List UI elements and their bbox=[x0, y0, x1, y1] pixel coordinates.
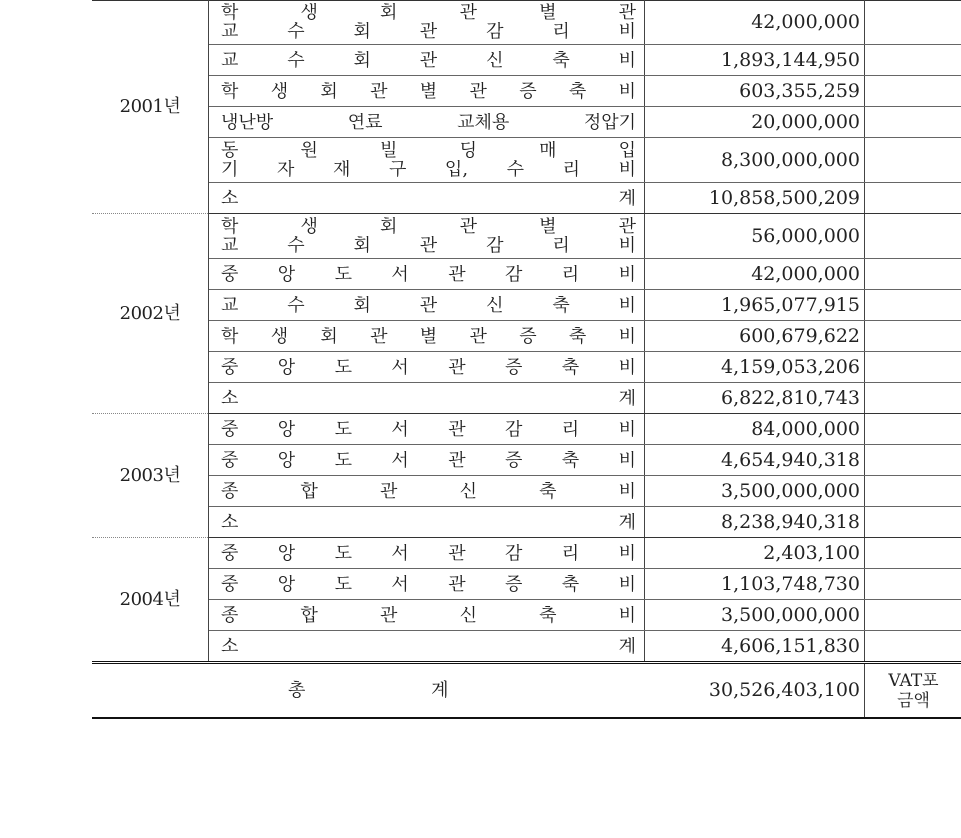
note-cell bbox=[865, 321, 961, 352]
total-note bbox=[865, 663, 961, 719]
note-cell bbox=[865, 183, 961, 214]
amount-cell: 10,858,500,209 bbox=[645, 183, 865, 214]
amount-cell: 1,893,144,950 bbox=[645, 45, 865, 76]
item-label: 중 앙 도 서 관 감 리 비 bbox=[221, 419, 636, 439]
item-label: 중 앙 도 서 관 증 축 비 bbox=[221, 357, 636, 377]
amount-cell: 600,679,622 bbox=[645, 321, 865, 352]
item-cell bbox=[209, 321, 645, 352]
item-label: 중 앙 도 서 관 감 리 비 bbox=[221, 543, 636, 563]
item-label: 교 수 회 관 신 축 비 bbox=[221, 295, 636, 315]
table-row bbox=[92, 507, 961, 538]
amount-cell: 4,159,053,206 bbox=[645, 352, 865, 383]
note-cell bbox=[865, 507, 961, 538]
year-cell: 2004년 bbox=[92, 538, 209, 663]
year-cell: 2002년 bbox=[92, 214, 209, 414]
note-cell bbox=[865, 0, 961, 45]
table-row bbox=[92, 321, 961, 352]
item-label: 학 생 회 관 별 관 bbox=[221, 217, 636, 236]
amount-cell: 4,654,940,318 bbox=[645, 445, 865, 476]
table-row bbox=[92, 45, 961, 76]
item-label: 소 계 bbox=[221, 388, 636, 408]
note-cell bbox=[865, 538, 961, 569]
item-cell bbox=[209, 107, 645, 138]
table-row bbox=[92, 538, 961, 569]
total-row bbox=[92, 663, 961, 719]
amount-cell: 8,300,000,000 bbox=[645, 138, 865, 183]
item-label: 학 생 회 관 별 관 증 축 비 bbox=[221, 81, 636, 101]
table-row bbox=[92, 0, 961, 45]
year-cell: 2003년 bbox=[92, 414, 209, 538]
note-cell bbox=[865, 107, 961, 138]
item-label: 교 수 회 관 신 축 비 bbox=[221, 50, 636, 70]
cost-table-body bbox=[92, 0, 961, 718]
item-cell bbox=[209, 0, 645, 45]
item-label: 소 계 bbox=[221, 188, 636, 208]
table-row bbox=[92, 352, 961, 383]
total-amount: 30,526,403,100 bbox=[645, 663, 865, 719]
note-cell bbox=[865, 383, 961, 414]
note-cell bbox=[865, 631, 961, 663]
item-label: 종 합 관 신 축 비 bbox=[221, 481, 636, 501]
item-label: 소 계 bbox=[221, 636, 636, 656]
item-label: 학 생 회 관 별 관 증 축 비 bbox=[221, 326, 636, 346]
cost-table-container bbox=[92, 0, 961, 719]
item-cell bbox=[209, 45, 645, 76]
item-label: 소 계 bbox=[221, 512, 636, 532]
amount-cell: 20,000,000 bbox=[645, 107, 865, 138]
item-label: 교 수 회 관 감 리 비 bbox=[221, 22, 636, 41]
item-label: 동 원 빌 딩 매 입 bbox=[221, 141, 636, 160]
item-cell bbox=[209, 507, 645, 538]
item-cell bbox=[209, 600, 645, 631]
amount-cell: 1,965,077,915 bbox=[645, 290, 865, 321]
item-label: 중 앙 도 서 관 증 축 비 bbox=[221, 450, 636, 470]
table-row bbox=[92, 214, 961, 259]
total-note-line: 금액 bbox=[897, 690, 930, 711]
amount-cell: 42,000,000 bbox=[645, 0, 865, 45]
note-cell bbox=[865, 445, 961, 476]
amount-cell: 1,103,748,730 bbox=[645, 569, 865, 600]
table-row bbox=[92, 383, 961, 414]
note-cell bbox=[865, 45, 961, 76]
item-cell bbox=[209, 383, 645, 414]
amount-cell: 2,403,100 bbox=[645, 538, 865, 569]
table-row bbox=[92, 476, 961, 507]
item-label: 중 앙 도 서 관 감 리 비 bbox=[221, 264, 636, 284]
table-row bbox=[92, 76, 961, 107]
note-cell bbox=[865, 290, 961, 321]
amount-cell: 3,500,000,000 bbox=[645, 476, 865, 507]
item-cell bbox=[209, 414, 645, 445]
note-cell bbox=[865, 259, 961, 290]
amount-cell: 8,238,940,318 bbox=[645, 507, 865, 538]
item-cell bbox=[209, 290, 645, 321]
table-row bbox=[92, 414, 961, 445]
table-row bbox=[92, 631, 961, 663]
item-cell bbox=[209, 259, 645, 290]
note-cell bbox=[865, 214, 961, 259]
item-cell bbox=[209, 476, 645, 507]
amount-cell: 603,355,259 bbox=[645, 76, 865, 107]
item-label: 학 생 회 관 별 관 bbox=[221, 3, 636, 22]
item-cell bbox=[209, 352, 645, 383]
total-label: 총 계 bbox=[92, 663, 645, 719]
table-row bbox=[92, 259, 961, 290]
note-cell bbox=[865, 600, 961, 631]
item-cell bbox=[209, 214, 645, 259]
cost-table bbox=[92, 0, 961, 719]
item-label: 기 자 재 구 입, 수 리 비 bbox=[221, 160, 636, 179]
amount-cell: 56,000,000 bbox=[645, 214, 865, 259]
note-cell bbox=[865, 414, 961, 445]
table-row bbox=[92, 290, 961, 321]
note-cell bbox=[865, 352, 961, 383]
year-cell: 2001년 bbox=[92, 0, 209, 214]
item-label: 냉난방 연료 교체용 정압기 bbox=[221, 112, 636, 132]
item-cell bbox=[209, 445, 645, 476]
table-row bbox=[92, 138, 961, 183]
item-label: 교 수 회 관 감 리 비 bbox=[221, 236, 636, 255]
amount-cell: 6,822,810,743 bbox=[645, 383, 865, 414]
table-row bbox=[92, 183, 961, 214]
item-cell bbox=[209, 76, 645, 107]
table-row bbox=[92, 107, 961, 138]
amount-cell: 84,000,000 bbox=[645, 414, 865, 445]
amount-cell: 4,606,151,830 bbox=[645, 631, 865, 663]
item-cell bbox=[209, 569, 645, 600]
item-label: 종 합 관 신 축 비 bbox=[221, 605, 636, 625]
note-cell bbox=[865, 138, 961, 183]
item-cell bbox=[209, 538, 645, 569]
item-cell bbox=[209, 138, 645, 183]
item-cell bbox=[209, 183, 645, 214]
item-label: 중 앙 도 서 관 증 축 비 bbox=[221, 574, 636, 594]
table-row bbox=[92, 600, 961, 631]
item-cell bbox=[209, 631, 645, 663]
note-cell bbox=[865, 476, 961, 507]
total-note-line: VAT포 bbox=[888, 670, 939, 691]
amount-cell: 42,000,000 bbox=[645, 259, 865, 290]
note-cell bbox=[865, 76, 961, 107]
table-row bbox=[92, 569, 961, 600]
table-row bbox=[92, 445, 961, 476]
note-cell bbox=[865, 569, 961, 600]
amount-cell: 3,500,000,000 bbox=[645, 600, 865, 631]
